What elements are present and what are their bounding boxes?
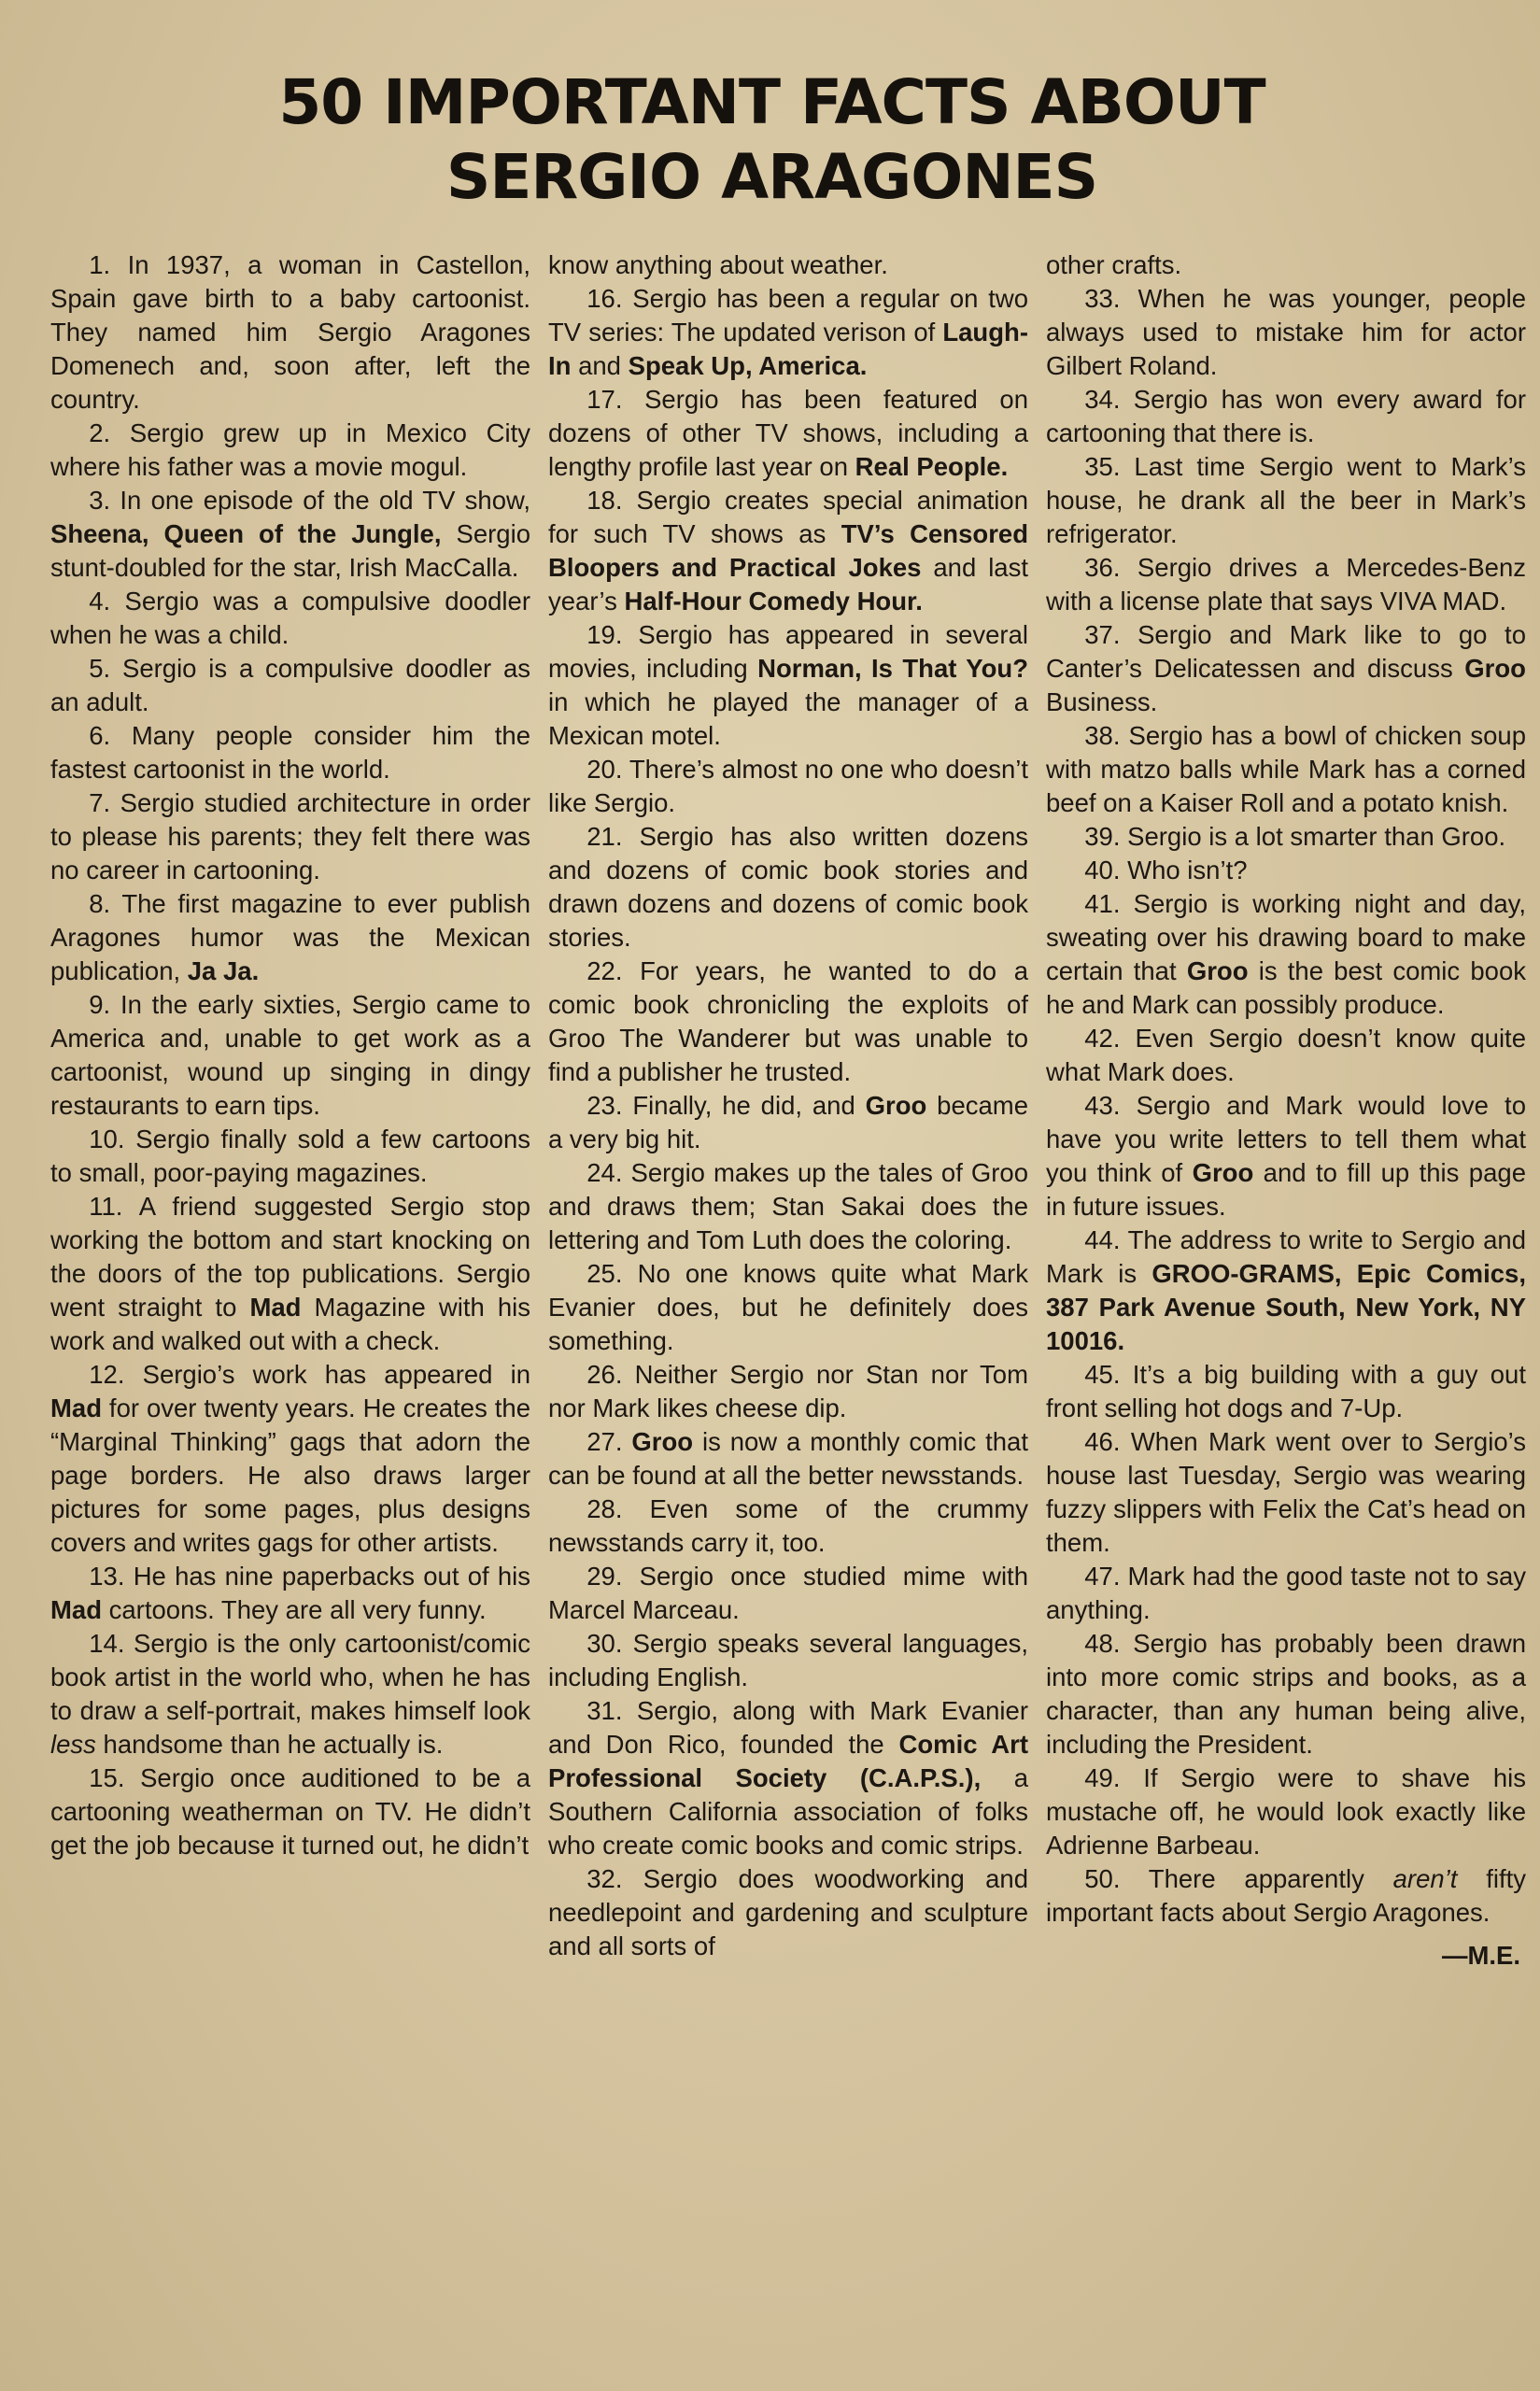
emphasis-text: Groo	[1192, 1158, 1254, 1187]
emphasis-text: Real People.	[855, 452, 1009, 481]
fact-paragraph	[548, 484, 1028, 618]
fact-paragraph	[1046, 1089, 1526, 1224]
fact-text: 47. Mark had the good taste not to say anything.	[1046, 1562, 1526, 1624]
fact-text: 10. Sergio finally sold a few cartoons to small, poor-paying magazines.	[50, 1125, 530, 1187]
fact-text: 30. Sergio speaks several languages, including English.	[548, 1629, 1028, 1691]
fact-paragraph	[548, 955, 1028, 1089]
fact-text: 28. Even some of the crummy newsstands carry it, too.	[548, 1494, 1028, 1557]
fact-text: 22. For years, he wanted to do a comic book chronicling the exploits of Groo The Wanderer but was unable to find a publisher he trusted.	[548, 956, 1028, 1086]
fact-text: a Southern California association of folks who create comic books and comic strips.	[548, 1763, 1028, 1860]
fact-text: 50. There apparently	[1084, 1864, 1393, 1893]
fact-text: 8. The first magazine to ever publish Aragones humor was the Mexican publication,	[50, 889, 530, 985]
emphasis-text: Groo	[631, 1427, 694, 1456]
emphasis-text: Mad	[249, 1293, 302, 1322]
fact-text: 37. Sergio and Mark like to go to Canter’s Delicatessen and discuss	[1046, 620, 1526, 683]
column-1	[50, 248, 530, 1973]
fact-text: 33. When he was younger, people always used to mistake him for actor Gilbert Roland.	[1046, 284, 1526, 380]
emphasis-text: TV’s Censored Bloopers and Practical Jokes	[548, 519, 1028, 582]
fact-paragraph	[548, 618, 1028, 753]
italic-text: aren’t	[1392, 1864, 1458, 1893]
fact-text: 35. Last time Sergio went to Mark’s house, he drank all the beer in Mark’s refrigerator.	[1046, 452, 1526, 548]
emphasis-text: Norman, Is That You?	[757, 654, 1028, 683]
fact-paragraph	[1046, 887, 1526, 1022]
fact-text: is now a monthly comic that can be found at all the better newsstands.	[548, 1427, 1028, 1490]
fact-paragraph	[1046, 1224, 1526, 1358]
fact-text: 9. In the early sixties, Sergio came to America and, unable to get work as a cartoonist, wound up singing in dingy restaurants to earn tips.	[50, 990, 530, 1120]
emphasis-text: Comic Art Professional Society (C.A.P.S.),	[548, 1730, 1028, 1792]
fact-text: 39. Sergio is a lot smarter than Groo.	[1084, 822, 1506, 851]
fact-text: 43. Sergio and Mark would love to have you write letters to tell them what you think of	[1046, 1091, 1526, 1187]
fact-paragraph	[548, 820, 1028, 955]
fact-text: 16. Sergio has been a regular on two TV series: The updated verison of	[548, 284, 1028, 347]
title-line-2: SERGIO ARAGONES	[445, 141, 1098, 213]
fact-text: handsome than he actually is.	[95, 1730, 444, 1759]
fact-text: 31. Sergio, along with Mark Evanier and Don Rico, founded the	[548, 1696, 1028, 1759]
fact-text: 36. Sergio drives a Mercedes-Benz with a license plate that says VIVA MAD.	[1046, 553, 1526, 615]
fact-paragraph	[1046, 1627, 1526, 1761]
fact-paragraph	[548, 383, 1028, 484]
fact-text: 26. Neither Sergio nor Stan nor Tom nor Mark likes cheese dip.	[548, 1360, 1028, 1422]
fact-paragraph	[1046, 719, 1526, 820]
fact-text: 49. If Sergio were to shave his mustache off, he would look exactly like Adrienne Barbeau.	[1046, 1763, 1526, 1860]
fact-paragraph	[548, 282, 1028, 383]
fact-text: 17. Sergio has been featured on dozens of other TV shows, including a lengthy profile last year on	[548, 385, 1028, 481]
fact-text: 45. It’s a big building with a guy out front selling hot dogs and 7-Up.	[1046, 1360, 1526, 1422]
fact-text: 15. Sergio once auditioned to be a cartooning weatherman on TV. He didn’t get the job because it turned out, he didn’t	[50, 1763, 530, 1860]
fact-text: 48. Sergio has probably been drawn into more comic strips and books, as a character, than any human being alive, including the President.	[1046, 1629, 1526, 1759]
fact-paragraph	[50, 719, 530, 786]
fact-text: 4. Sergio was a compulsive doodler when he was a child.	[50, 587, 530, 649]
fact-text: 38. Sergio has a bowl of chicken soup with matzo balls while Mark has a corned beef on a Kaiser Roll and a potato knish.	[1046, 721, 1526, 817]
fact-paragraph	[50, 484, 530, 585]
fact-text: 12. Sergio’s work has appeared in	[89, 1360, 530, 1389]
emphasis-text: Half-Hour Comedy Hour.	[624, 587, 923, 615]
fact-text: and	[571, 351, 629, 380]
fact-paragraph	[548, 753, 1028, 820]
fact-paragraph	[1046, 820, 1526, 854]
fact-text: 7. Sergio studied architecture in order to please his parents; they felt there was no career in cartooning.	[50, 788, 530, 884]
fact-paragraph	[548, 1862, 1028, 1963]
fact-text: 18. Sergio creates special animation for such TV shows as	[548, 486, 1028, 548]
fact-paragraph	[1046, 854, 1526, 887]
fact-text: 3. In one episode of the old TV show,	[89, 486, 530, 515]
fact-text: Business.	[1046, 687, 1158, 716]
emphasis-text: Ja Ja.	[187, 956, 260, 985]
fact-text: 44. The address to write to Sergio and Mark is	[1046, 1225, 1526, 1288]
fact-paragraph	[1046, 248, 1526, 282]
fact-text: Magazine with his work and walked out with a check.	[50, 1293, 530, 1355]
article-title	[50, 65, 1493, 215]
fact-paragraph	[50, 1560, 530, 1627]
fact-paragraph	[548, 1493, 1028, 1560]
fact-text: 25. No one knows quite what Mark Evanier does, but he definitely does something.	[548, 1259, 1028, 1355]
fact-paragraph	[50, 1358, 530, 1560]
emphasis-text: Sheena, Queen of the Jungle,	[50, 519, 442, 548]
fact-text: and to fill up this page in future issues.	[1046, 1158, 1526, 1221]
emphasis-text: Laugh-In	[548, 318, 1028, 380]
fact-paragraph	[548, 1257, 1028, 1358]
fact-paragraph	[1046, 1358, 1526, 1425]
fact-paragraph	[548, 1627, 1028, 1694]
emphasis-text: GROO-GRAMS, Epic Comics, 387 Park Avenue South, New York, NY 10016.	[1046, 1259, 1526, 1355]
emphasis-text: Groo	[1186, 956, 1249, 985]
fact-paragraph	[50, 1123, 530, 1190]
fact-paragraph	[548, 1358, 1028, 1425]
fact-text: other crafts.	[1046, 250, 1182, 279]
fact-text: 6. Many people consider him the fastest cartoonist in the world.	[50, 721, 530, 784]
fact-text: fifty important facts about Sergio Aragones.	[1046, 1864, 1526, 1927]
fact-paragraph	[1046, 1560, 1526, 1627]
fact-paragraph	[50, 248, 530, 417]
fact-paragraph	[1046, 1862, 1526, 1930]
fact-text: is the best comic book he and Mark can possibly produce.	[1046, 956, 1526, 1019]
fact-paragraph	[1046, 551, 1526, 618]
fact-text: and last year’s	[548, 553, 1028, 615]
fact-paragraph	[50, 652, 530, 719]
fact-text: cartoons. They are all very funny.	[102, 1595, 487, 1624]
fact-paragraph	[1046, 1425, 1526, 1560]
article-columns	[50, 248, 1526, 1973]
fact-text: 5. Sergio is a compulsive doodler as an adult.	[50, 654, 530, 716]
emphasis-text: Groo	[1464, 654, 1526, 683]
fact-paragraph	[50, 786, 530, 887]
fact-text: 14. Sergio is the only cartoonist/comic book artist in the world who, when he has to draw a self-portrait, makes himself look	[50, 1629, 530, 1725]
column-2	[548, 248, 1028, 1973]
fact-text: 21. Sergio has also written dozens and dozens of comic book stories and drawn dozens and dozens of comic book stories.	[548, 822, 1028, 952]
fact-text: in which he played the manager of a Mexican motel.	[548, 687, 1028, 750]
fact-paragraph	[50, 988, 530, 1123]
fact-paragraph	[548, 1694, 1028, 1862]
fact-paragraph	[1046, 282, 1526, 383]
fact-text: for over twenty years. He creates the “Marginal Thinking” gags that adorn the page borders. He also draws larger pictures for some pages, plus designs covers and writes gags for other artists.	[50, 1394, 530, 1557]
italic-text: less	[50, 1730, 96, 1759]
fact-text: 24. Sergio makes up the tales of Groo and draws them; Stan Sakai does the lettering and Tom Luth does the coloring.	[548, 1158, 1028, 1254]
column-3	[1046, 248, 1526, 1973]
fact-text: 11. A friend suggested Sergio stop working the bottom and start knocking on the doors of the top publications. Sergio went straight to	[50, 1192, 530, 1322]
fact-paragraph	[50, 417, 530, 484]
fact-text: 2. Sergio grew up in Mexico City where his father was a movie mogul.	[50, 418, 530, 481]
fact-paragraph	[1046, 1761, 1526, 1862]
fact-paragraph	[548, 1560, 1028, 1627]
fact-text: 42. Even Sergio doesn’t know quite what Mark does.	[1046, 1024, 1526, 1086]
fact-text: 46. When Mark went over to Sergio’s house last Tuesday, Sergio was wearing fuzzy slippers with Felix the Cat’s head on them.	[1046, 1427, 1526, 1557]
fact-text: 34. Sergio has won every award for cartooning that there is.	[1046, 385, 1526, 447]
title-line-1: 50 IMPORTANT FACTS ABOUT	[278, 66, 1265, 138]
fact-text: 19. Sergio has appeared in several movies, including	[548, 620, 1028, 683]
fact-text: know anything about weather.	[548, 250, 888, 279]
fact-text: 13. He has nine paperbacks out of his	[89, 1562, 530, 1591]
fact-paragraph	[1046, 383, 1526, 450]
fact-text: 32. Sergio does woodworking and needlepoint and gardening and sculpture and all sorts of	[548, 1864, 1028, 1960]
fact-paragraph	[548, 1089, 1028, 1156]
fact-text: 20. There’s almost no one who doesn’t like Sergio.	[548, 755, 1028, 817]
fact-text: 27.	[586, 1427, 632, 1456]
fact-text: became a very big hit.	[548, 1091, 1028, 1153]
fact-paragraph	[548, 1156, 1028, 1257]
fact-paragraph	[50, 1627, 530, 1761]
signature: —M.E.	[1441, 1941, 1520, 1970]
fact-text: 1. In 1937, a woman in Castellon, Spain gave birth to a baby cartoonist. They named him Sergio Aragones Domenech and, soon after, left the country.	[50, 250, 530, 414]
emphasis-text: Mad	[50, 1595, 102, 1624]
fact-paragraph	[50, 585, 530, 652]
emphasis-text: Speak Up, America.	[628, 351, 868, 380]
fact-paragraph	[548, 248, 1028, 282]
fact-text: 40. Who isn’t?	[1084, 856, 1248, 884]
fact-text: 29. Sergio once studied mime with Marcel Marceau.	[548, 1562, 1028, 1624]
emphasis-text: Mad	[50, 1394, 102, 1422]
fact-paragraph	[50, 887, 530, 988]
fact-paragraph	[50, 1761, 530, 1862]
fact-text: 41. Sergio is working night and day, sweating over his drawing board to make certain that	[1046, 889, 1526, 985]
fact-text: Sergio stunt-doubled for the star, Irish MacCalla.	[50, 519, 530, 582]
emphasis-text: Groo	[865, 1091, 927, 1120]
fact-paragraph	[548, 1425, 1028, 1493]
fact-paragraph	[1046, 450, 1526, 551]
fact-paragraph	[1046, 618, 1526, 719]
fact-paragraph	[1046, 1022, 1526, 1089]
fact-text: 23. Finally, he did, and	[586, 1091, 866, 1120]
fact-paragraph	[50, 1190, 530, 1358]
